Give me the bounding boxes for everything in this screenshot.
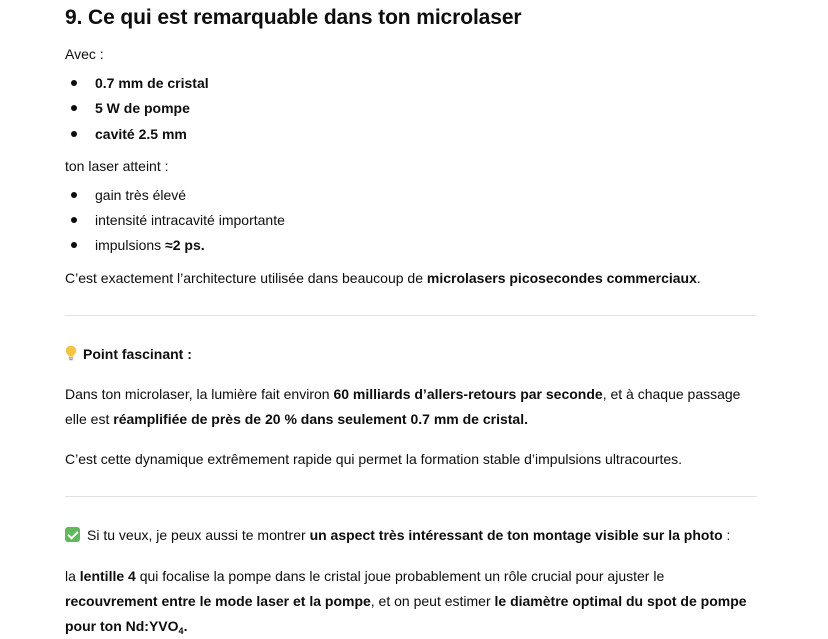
roundtrip-text: Dans ton microlaser, la lumière fait environ: [65, 386, 334, 402]
lens-text: la: [65, 568, 80, 584]
list-item-text: 5 W de pompe: [95, 100, 190, 116]
bullet-dot: [71, 131, 77, 137]
list-item-text: intensité intracavité importante: [95, 212, 285, 228]
divider: [65, 315, 757, 316]
offer-suffix: :: [722, 527, 731, 543]
pulse-duration: ≈2 ps.: [165, 237, 205, 253]
offer-bold: un aspect très intéressant de ton montage visible sur la photo: [309, 527, 723, 543]
list-item-text: [95, 235, 205, 255]
roundtrip-paragraph-line1: [65, 381, 740, 407]
pulse-prefix: impulsions: [95, 237, 166, 253]
fascinating-heading: [65, 341, 192, 369]
lens-bold: [65, 618, 187, 634]
bullet-dot: [71, 80, 77, 86]
offer-text: Si tu veux, je peux aussi te montrer: [87, 527, 310, 543]
roundtrip-text: , et à chaque passage: [602, 386, 741, 402]
lens-bold: lentille 4: [79, 568, 136, 584]
roundtrip-bold: 60 milliards d’allers-retours par seconde: [333, 386, 603, 402]
bullet-dot: [71, 192, 77, 198]
lens-bold-text: pour ton Nd:YVO: [65, 618, 179, 634]
lens-paragraph-line2: [65, 588, 747, 614]
lens-paragraph-line1: [65, 563, 664, 589]
architecture-suffix: .: [696, 270, 701, 286]
architecture-paragraph: [65, 265, 701, 291]
subscript: 4: [178, 626, 184, 636]
lens-bold: recouvrement entre le mode laser et la pompe: [65, 593, 371, 609]
roundtrip-bold: réamplifiée de près de 20 % dans seulement 0.7 mm de cristal.: [113, 411, 528, 427]
lightbulb-icon: [65, 343, 77, 369]
bullet-dot: [71, 105, 77, 111]
architecture-bold: microlasers picosecondes commerciaux: [426, 270, 697, 286]
list-item-text: 0.7 mm de cristal: [95, 75, 209, 91]
list-item-text: cavité 2.5 mm: [95, 126, 187, 142]
lens-text: qui focalise la pompe dans le cristal joue probablement un rôle crucial pour ajuster le: [135, 568, 665, 584]
lens-text: , et on peut estimer: [370, 593, 495, 609]
attains-label: ton laser atteint :: [65, 158, 169, 174]
architecture-text: C’est exactement l’architecture utilisée dans beaucoup de: [65, 270, 427, 286]
lens-bold-end: .: [183, 618, 188, 634]
lens-paragraph-line3: [65, 613, 187, 639]
bullet-dot: [71, 217, 77, 223]
avec-label: Avec :: [65, 46, 104, 62]
bullet-dot: [71, 242, 77, 248]
fascinating-label: Point fascinant :: [83, 346, 192, 362]
dynamics-paragraph: C’est cette dynamique extrêmement rapide qui permet la formation stable d’impulsions ultracourtes.: [65, 451, 683, 467]
lens-bold: le diamètre optimal du spot de pompe: [494, 593, 747, 609]
roundtrip-text: elle est: [65, 411, 114, 427]
list-item-text: gain très élevé: [95, 187, 187, 203]
check-icon: [65, 527, 80, 542]
divider: [65, 496, 757, 497]
offer-paragraph: [65, 522, 730, 548]
section-heading: 9. Ce qui est remarquable dans ton microlaser: [65, 6, 522, 29]
roundtrip-paragraph-line2: [65, 406, 528, 432]
